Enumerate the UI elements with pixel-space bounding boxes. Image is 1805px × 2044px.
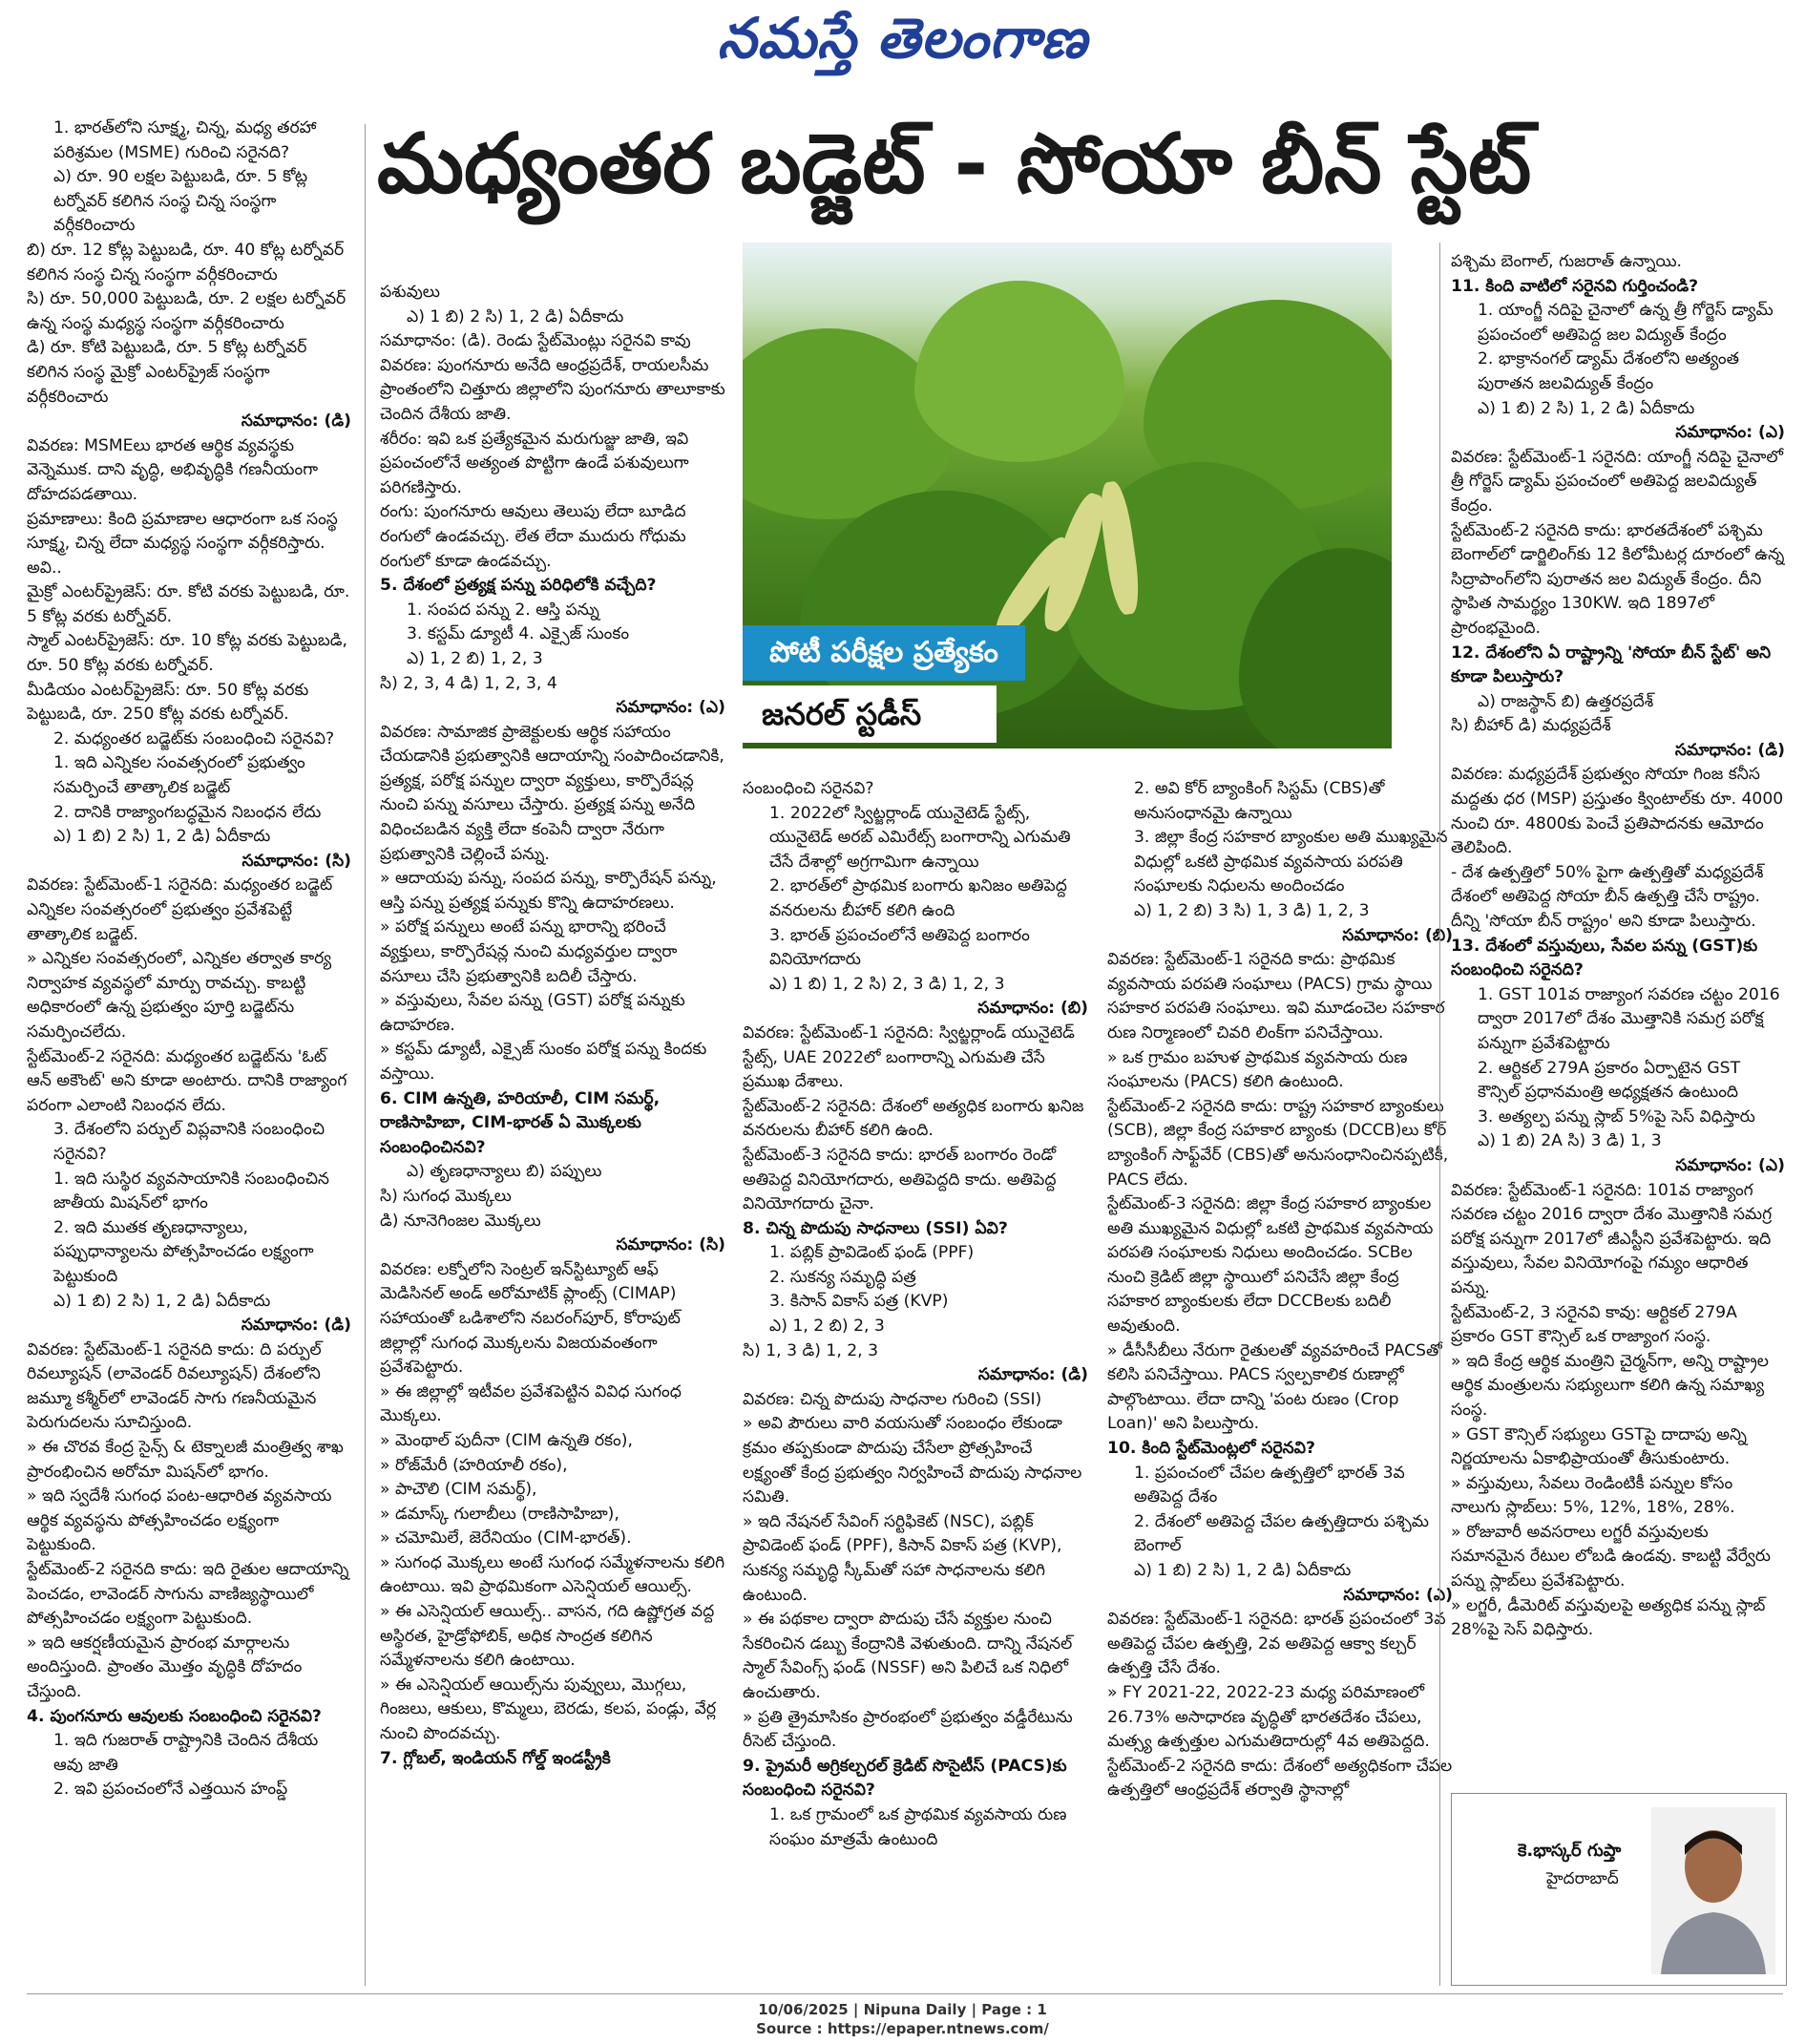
paragraph: 1. ఇది గుజరాత్ రాష్ట్రానికి చెందిన దేశీయ ఆవు జాతి (53, 1731, 319, 1775)
paragraph: » ఆదాయపు పన్ను, సంపద పన్ను, కార్పొరేషన్ పన్ను, ఆస్తి పన్ను ప్రత్యక్ష పన్నుకు కొన్ని ఉదాహరణలు. (380, 869, 717, 913)
column-divider (1439, 242, 1440, 1986)
paragraph: 2. అవి కోర్ బ్యాంకింగ్ సిస్టమ్ (CBS)‌తో అనుసంధానమై ఉన్నాయి (1134, 779, 1385, 823)
paragraph: » పాచౌలి (CIM సమర్థ్), (380, 1480, 537, 1500)
paragraph: సమాధానం: (డి) (241, 1316, 351, 1336)
paragraph: డి) రూ. కోటి పెట్టుబడి, రూ. 5 కోట్ల టర్నోవర్ కలిగిన సంస్థ మైక్రో ఎంటర్‌ప్రైజ్ సంస్థగా వర్గీకరించారు (27, 338, 307, 407)
paragraph: వివరణ: స్టేట్‌మెంట్-1 సరైనది కాదు: ది పర్పుల్ రివల్యూషన్ (లావెండర్ రివల్యూషన్) దేశంలోని జమ్మూ కశ్మీర్‌లో లావెండర్ సాగు గణనీయమైన పెరుగుదలను సూచిస్తుంది. (27, 1339, 322, 1433)
paragraph: ఎ) 1 బి) 2 సి) 1, 2 డి) ఏదీకాదు (1478, 398, 1695, 418)
paragraph: » ప్రతి త్రైమాసికం ప్రారంభంలో ప్రభుత్వం వడ్డీరేటును రీసెట్ చేస్తుంది. (743, 1707, 1073, 1752)
column-1 (27, 116, 351, 1978)
paragraph: ఎ) రూ. 90 లక్షల పెట్టుబడి, రూ. 5 కోట్ల టర్నోవర్ కలిగిన సంస్థ చిన్న సంస్థగా వర్గీకరించారు (53, 167, 308, 236)
paragraph: పశువులు (380, 283, 440, 302)
paragraph: సమాధానం: (సి) (241, 851, 351, 871)
paragraph: ప్రమాణాలు: కింది ప్రమాణాల ఆధారంగా ఒక సంస్థ సూక్ష్మ, చిన్న లేదా మధ్యస్థ సంస్థగా వర్గీకరిస్తారు. అవి.. (27, 509, 338, 578)
paragraph: 3. భారత్ ప్రపంచంలోనే అతిపెద్ద బంగారం వినియోగదారు (769, 925, 1030, 970)
paragraph: » వస్తువులు, సేవల పన్ను (GST) పరోక్ష పన్నుకు ఉదాహరణ. (380, 991, 685, 1035)
paragraph: ఎ) 1 బి) 2 సి) 1, 2 డి) ఏదీకాదు (53, 827, 271, 847)
paragraph: » ఇది స్వదేశీ సుగంధ పంట-ఆధారిత వ్యవసాయ ఆర్థిక వ్యవస్థను పోత్సహించడం లక్ష్యంగా పెట్టుకుంది. (27, 1486, 332, 1555)
paragraph: » ఇది కేంద్ర ఆర్థిక మంత్రిని చైర్మన్‌గా, అన్ని రాష్ట్రాల ఆర్థిక మంత్రులను సభ్యులుగా కలిగి ఉన్న సమాఖ్య సంస్థ. (1451, 1351, 1769, 1420)
paragraph: వివరణ: లక్నోలోని సెంట్రల్ ఇన్‌స్టిట్యూట్ ఆఫ్ మెడిసినల్ అండ్ అరోమాటిక్ ప్లాంట్స్ (CIMAP) సహాయంతో ఒడిశాలోని నబరంగ్‌పూర్, కోరాపుట్ జిల్లాల్లో సుగంధ మొక్కలను విజయవంతంగా ప్రవేశపెట్టారు. (380, 1259, 681, 1378)
paragraph: 1. ఇది సుస్థిర వ్యవసాయానికి సంబంధించిన జాతీయ మిషన్‌లో భాగం (53, 1169, 329, 1213)
footer-rule (27, 1993, 1783, 1994)
paragraph: 1. యాంగ్జీ నదిపై చైనాలో ఉన్న త్రీ గోర్జెస్ డ్యామ్ ప్రపంచంలో అతిపెద్ద జల విద్యుత్ కేంద్రం (1478, 301, 1774, 345)
paragraph: స్మాల్ ఎంటర్‌ప్రైజెస్: రూ. 10 కోట్ల వరకు పెట్టుబడి, రూ. 50 కోట్ల వరకు టర్నోవర్. (27, 631, 347, 676)
paragraph: సమాధానం: (ఎ) (1675, 1155, 1785, 1175)
paragraph: వివరణ: స్టేట్‌మెంట్-1 సరైనది కాదు: ప్రాథమిక వ్యవసాయ పరపతి సంఘాలు (PACS) గ్రామ స్థాయి సహకార పరపతి సంఘాలు. ఇవి మూడంచెల సహకార రుణ నిర్మాణంలో చివరి లింక్‌గా పనిచేస్తాయి. (1107, 950, 1445, 1043)
paragraph: » పరోక్ష పన్నులు అంటే పన్ను భారాన్ని భరించే వ్యక్తులు, కార్పొరేషన్ల నుంచి మధ్యవర్తుల ద్వారా వసూలు చేసి ప్రభుత్వానికి బదిలీ చేస్తారు. (380, 917, 678, 986)
paragraph: డి) నూనెగింజల మొక్కలు (380, 1211, 541, 1231)
paragraph: 3. దేశంలోని పర్పుల్ విప్లవానికి సంబంధించి సరైనవి? (53, 1120, 325, 1164)
paragraph: 2. ఇది ముతక తృణధాన్యాలు, పప్పుధాన్యాలను పోత్సహించడం లక్ష్యంగా పెట్టుకుంది (53, 1217, 314, 1286)
paragraph: » ఇది నేషనల్ సేవింగ్ సర్టిఫికెట్ (NSC), పబ్లిక్ ప్రావిడెంట్ ఫండ్ (PPF), కిసాన్ వికాస్ పత్ర (KVP), సుకన్య సమృద్ధి స్కీమ్‌తో సహా సాధనాలను కలిగి ఉంటుంది. (743, 1511, 1062, 1605)
paragraph: » ఈ ఎసెన్షియల్ ఆయిల్స్‌ను పువ్వులు, మొగ్గలు, గింజలు, ఆకులు, కొమ్మలు, బెరడు, కలప, పండ్లు, వేర్ల నుంచి పొందవచ్చు. (380, 1675, 717, 1744)
paragraph: ఎ) 1 బి) 2A సి) 3 డి) 1, 3 (1478, 1131, 1662, 1151)
paragraph: » మెంథాల్ పుదీనా (CIM ఉన్నతి రకం), (380, 1430, 633, 1450)
footer-source[interactable]: Source : https://epaper.ntnews.com/ (756, 2020, 1049, 2037)
paragraph: ఎ) 1, 2 బి) 3 సి) 1, 3 డి) 1, 2, 3 (1134, 900, 1370, 920)
paragraph: స్టేట్‌మెంట్-2 సరైనది: మధ్యంతర బడ్జెట్‌ను 'ఓట్ ఆన్ అకౌంట్' అని కూడా అంటారు. దానికి రాజ్యాంగ పరంగా ఎలాంటి నిబంధన లేదు. (27, 1046, 347, 1115)
paragraph: 8. చిన్న పొదుపు సాధనాలు (SSI) ఏవి? (743, 1218, 1008, 1238)
paragraph: వివరణ: స్టేట్‌మెంట్-1 సరైనది: స్విట్జర్లాండ్ యునైటెడ్ స్టేట్స్, UAE 2022లో బంగారాన్ని ఎగుమతి చేసే ప్రముఖ దేశాలు. (743, 1022, 1075, 1092)
headline: మధ్యంతర బడ్జెట్ - సోయా బీన్ స్టేట్ (377, 116, 1532, 212)
author-place: హైదరాబాద్ (1546, 1869, 1619, 1888)
paragraph: స్టేట్‌మెంట్-2 సరైనది కాదు: రాష్ట్ర సహకార బ్యాంకులు (SCB), జిల్లా కేంద్ర సహకార బ్యాంకు (DCCB)లు కోర్ బ్యాంకింగ్ సాఫ్ట్‌వేర్ (CBS)తో అనుసంధానించినప్పటికీ, PACS లేదు. (1107, 1096, 1449, 1190)
paragraph: వివరణ: చిన్న పొదుపు సాధనాల గురించి (SSI) (743, 1389, 1042, 1409)
paragraph: 1. GST 101వ రాజ్యాంగ సవరణ చట్టం 2016 ద్వారా 2017లో దేశం మొత్తానికి సమగ్ర పరోక్ష పన్నుగా ప్రవేశపెట్టారు (1478, 984, 1780, 1053)
paragraph: వివరణ: సామాజిక ప్రాజెక్టులకు ఆర్థిక సహాయం చేయడానికి ప్రభుత్వానికి ఆదాయాన్ని సంపాదించడానికి, ప్రత్యక్ష, పరోక్ష పన్నుల ద్వారా వ్యక్తులు, కార్పొరేషన్ల నుంచి పన్ను వసూలు చేస్తారు. ప్రత్యక్ష పన్ను అనేది విధించబడిన వ్యక్తి లేదా కంపెనీ ద్వారా నేరుగా ప్రభుత్వానికి చెల్లించే పన్ను. (380, 722, 724, 864)
paragraph: వివరణ: పుంగనూరు అనేది ఆంధ్రప్రదేశ్, రాయలసీమ ప్రాంతంలోని చిత్తూరు జిల్లాలోని పుంగనూరు తాలూకాకు చెందిన దేశీయ జాతి. (380, 355, 725, 424)
exam-special-ribbon: పోటీ పరీక్షల ప్రత్యేకం (743, 625, 1025, 681)
paragraph: 2. సుకన్య సమృద్ధి పత్ర (769, 1267, 916, 1287)
paragraph: సమాధానం: (బి) (1342, 925, 1453, 945)
footer-date: 10/06/2025 | Nipuna Daily | Page : 1 (758, 2001, 1047, 2018)
paragraph: ఎ) 1 బి) 2 సి) 1, 2 డి) ఏదీకాదు (1134, 1561, 1352, 1580)
paragraph: » ఎన్నికల సంవత్సరంలో, ఎన్నికల తర్వాత కార్య నిర్వాహక వ్యవస్థలో మార్పు రావచ్చు. కాబట్టి అధికారంలో ఉన్న ప్రభుత్వం పూర్తి బడ్జెట్‌ను సమర్పించలేదు. (27, 949, 332, 1042)
paragraph: సమాధానం: (డి) (1674, 740, 1785, 760)
paragraph: 3. కిసాన్ వికాస్ పత్ర (KVP) (769, 1292, 949, 1312)
paragraph: శరీరం: ఇవి ఒక ప్రత్యేకమైన మరుగుజ్జు జాతి, ఇవి ప్రపంచంలోనే అత్యంత పొట్టిగా ఉండే పశువులుగా పరిగణిస్తారు. (380, 429, 689, 497)
author-name: కె.భాస్కర్ గుప్తా (1518, 1841, 1622, 1861)
paragraph: వివరణ: స్టేట్‌మెంట్-1 సరైనది: భారత్ ప్రపంచంలో 3వ అతిపెద్ద చేపల ఉత్పత్తి, 2వ అతిపెద్ద ఆక్వా కల్చర్ ఉత్పత్తి చేసే దేశం. (1107, 1610, 1446, 1678)
paragraph: 1. ఇది ఎన్నికల సంవత్సరంలో ప్రభుత్వం సమర్పించే తాత్కాలిక బడ్జెట్ (53, 753, 305, 798)
paragraph: ఎ) తృణధాన్యాలు బి) పప్పులు (407, 1162, 602, 1182)
paragraph: స్టేట్‌మెంట్-3 సరైనది కాదు: భారత్ బంగారం రెండో అతిపెద్ద వినియోగదారు, అతిపెద్దది కాదు. అతిపెద్ద వినియోగదారు చైనా. (743, 1145, 1057, 1214)
paragraph: 13. దేశంలో వస్తువులు, సేవల పన్ను (GST)కు సంబంధించి సరైనది? (1451, 936, 1758, 980)
paragraph: 2. దానికి రాజ్యాంగబద్ధమైన నిబంధన లేదు (53, 802, 322, 822)
paragraph: » ఈ జిల్లాల్లో ఇటీవల ప్రవేశపెట్టిన వివిధ సుగంధ మొక్కలు. (380, 1381, 682, 1426)
paragraph: సి) 1, 3 డి) 1, 2, 3 (743, 1340, 879, 1360)
paragraph: స్టేట్‌మెంట్-2, 3 సరైనవి కావు: ఆర్టికల్ 279A ప్రకారం GST కౌన్సిల్ ఒక రాజ్యాంగ సంస్థ. (1451, 1302, 1737, 1347)
paragraph: సమాధానం: (ఎ) (1675, 423, 1785, 443)
paragraph: » GST కౌన్సిల్ సభ్యులు GSTపై దాదాపు అన్ని నిర్ణయాలను ఏకాభిప్రాయంతో తీసుకుంటారు. (1451, 1424, 1747, 1469)
paragraph: » డమాస్క్ గులాబీలు (రాణిసాహిబా), (380, 1504, 619, 1524)
paragraph: స్టేట్‌మెంట్-2 సరైనది కాదు: భారతదేశంలో పశ్చిమ బెంగాల్‌లో డార్జిలింగ్‌కు 12 కిలోమీటర్ల దూరంలో ఉన్న సిద్రాపాంగ్‌లోని పురాతన జల విద్యుత్ కేంద్రం. దీని స్థాపిత సామర్థ్యం 130KW. ఇది 1897లో ప్రారంభమైంది. (1451, 520, 1785, 638)
author-photo (1651, 1807, 1775, 1974)
paragraph: 2. ఆర్టికల్ 279A ప్రకారం ఏర్పాటైన GST కౌన్సిల్ ప్రధానమంత్రి అధ్యక్షతన ఉంటుంది (1478, 1058, 1741, 1103)
paragraph: 1. భారత్‌లోని సూక్ష్మ, చిన్న, మధ్య తరహా పరిశ్రమల (MSME) గురించి సరైనది? (53, 118, 317, 162)
paragraph: 10. కింది స్టేట్‌మెంట్లలో సరైనవి? (1107, 1439, 1315, 1459)
column-3 (743, 777, 1088, 1980)
paragraph: స్టేట్‌మెంట్-3 సరైనది: జిల్లా కేంద్ర సహకార బ్యాంకుల అతి ముఖ్యమైన విధుల్లో ఒకటి ప్రాథమిక వ్యవసాయ పరపతి సంఘాలకు నిధులు అందించడం. SCBల నుంచి క్రెడిట్ జిల్లా స్థాయిలో పనిచేసే జిల్లా కేంద్ర సహకార బ్యాంకులకు లేదా DCCBలకు బదిలీ అవుతుంది. (1107, 1194, 1434, 1337)
paragraph: 4. పుంగనూరు ఆవులకు సంబంధించి సరైనవి? (27, 1706, 322, 1726)
paragraph: ఎ) 1 బి) 1, 2 సి) 2, 3 డి) 1, 2, 3 (769, 974, 1005, 994)
paragraph: స్టేట్‌మెంట్-2 సరైనది కాదు: ఇది రైతుల ఆదాయాన్ని పెంచడం, లావెండర్ సాగును వాణిజ్యస్థాయిలో పోత్సహించడం లక్ష్యంగా పెట్టుకుంది. (27, 1560, 349, 1629)
paragraph: సమాధానం: (సి) (616, 1235, 725, 1255)
paragraph: పశ్చిమ బెంగాల్, గుజరాత్ ఉన్నాయి. (1451, 252, 1683, 271)
paragraph: సి) రూ. 50,000 పెట్టుబడి, రూ. 2 లక్షల టర్నోవర్ ఉన్న సంస్థ మధ్యస్థ సంస్థగా వర్గీకరించారు (27, 289, 346, 333)
paragraph: స్టేట్‌మెంట్-2 సరైనది: దేశంలో అత్యధిక బంగారు ఖనిజ వనరులను బీహార్ కలిగి ఉంది. (743, 1096, 1084, 1141)
paragraph: 6. CIM ఉన్నతి, హరియాలీ, CIM సమర్థ్, రాణిసాహిబా, CIM-భారత్ ఏ మొక్కలకు సంబంధించినవి? (380, 1088, 661, 1157)
paragraph: » అవి పౌరులు వారి వయసుతో సంబంధం లేకుండా క్రమం తప్పకుండా పొదుపు చేసేలా ప్రోత్సహించే లక్ష్యంతో కేంద్ర ప్రభుత్వం నిర్వహించే పొదుపు సాధనాల సమితి. (743, 1414, 1082, 1507)
paragraph: » ఇది ఆకర్షణీయమైన ప్రారంభ మార్గాలను అందిస్తుంది. ప్రాంతం మొత్తం వృద్ధికి దోహదం చేస్తుంది. (27, 1633, 303, 1701)
paragraph: 11. కింది వాటిలో సరైనవి గుర్తించండి? (1451, 276, 1699, 296)
paragraph: 9. ప్రైమరీ అగ్రికల్చరల్ క్రెడిట్ సొసైటీస్ (PACS)కు సంబంధించి సరైనవి? (743, 1756, 1067, 1801)
paragraph: » వస్తువులు, సేవలు రెండింటికీ పన్నుల కోసం నాలుగు స్లాబ్‌లు: 5%, 12%, 18%, 28%. (1451, 1473, 1735, 1518)
paragraph: స్టేట్‌మెంట్-2 సరైనది కాదు: దేశంలో అత్యధికంగా చేపల ఉత్పత్తిలో ఆంధ్రప్రదేశ్ తర్వాతి స్థానాల్లో (1107, 1756, 1453, 1801)
paragraph: » కస్టమ్ డ్యూటీ, ఎక్సైజ్ సుంకం పరోక్ష పన్ను కిందకు వస్తాయి. (380, 1040, 707, 1084)
masthead-logo: నమస్తే తెలంగాణ (717, 6, 1088, 71)
paragraph: వివరణ: స్టేట్‌మెంట్-1 సరైనది: యాంగ్జీ నదిపై చైనాలో త్రీ గోర్జెస్ డ్యామ్ ప్రపంచంలో అతిపెద్ద జలవిద్యుత్ కేంద్రం. (1451, 447, 1784, 516)
paragraph: » డీసీసీబీలు నేరుగా రైతులతో వ్యవహరించే PACSతో కలిసి పనిచేస్తాయి. PACS స్వల్పకాలిక రుణాల్లో పాల్గొంటాయి. లేదా దాన్ని 'పంట రుణం (Crop Loan)' అని పిలుస్తారు. (1107, 1340, 1442, 1434)
paragraph: సంబంధించి సరైనవి? (743, 779, 874, 798)
paragraph: » సుగంధ మొక్కలు అంటే సుగంధ సమ్మేళనాలను కలిగి ఉంటాయి. ఇవి ప్రాథమికంగా ఎసెన్షియల్ ఆయిల్స్. (380, 1552, 725, 1597)
paragraph: ఎ) 1 బి) 2 సి) 1, 2 డి) ఏదీకాదు (53, 1291, 271, 1311)
column-4 (1107, 777, 1453, 1980)
paragraph: 2. దేశంలో అతిపెద్ద చేపల ఉత్పత్తిదారు పశ్చిమ బెంగాల్ (1134, 1511, 1429, 1556)
paragraph: ఎ) 1, 2 బి) 1, 2, 3 (407, 648, 543, 668)
paragraph: 1. ఒక గ్రామంలో ఒక ప్రాథమిక వ్యవసాయ రుణ సంఘం మాత్రమే ఉంటుంది (769, 1804, 1067, 1849)
paragraph: సమాధానం: (డి). రెండు స్టేట్‌మెంట్లు సరైనవి కావు (380, 331, 691, 351)
section-label: జనరల్ స్టడీస్ (743, 685, 997, 743)
paragraph: 1. ప్రపంచంలో చేపల ఉత్పత్తిలో భారత్ 3వ అతిపెద్ద దేశం (1134, 1463, 1405, 1507)
paragraph: » చమోమిలే, జెరేనియం (CIM-భారత్). (380, 1528, 632, 1549)
paragraph: 7. గ్లోబల్, ఇండియన్ గోల్డ్ ఇండస్ట్రీకి (380, 1748, 611, 1768)
paragraph: 1. పబ్లిక్ ప్రావిడెంట్ ఫండ్ (PPF) (769, 1243, 975, 1263)
paragraph: సి) బీహార్ డి) మధ్యప్రదేశ్ (1451, 716, 1611, 736)
paragraph: » FY 2021-22, 2022-23 మధ్య పరిమాణంలో 26.73% అసాధారణ వృద్ధితో భారతదేశం చేపలు, మత్స్య ఉత్పత్తుల ఎగుమతిదారుల్లో 4వ అతిపెద్దది. (1107, 1682, 1430, 1752)
paragraph: సమాధానం: (ఎ) (1343, 1585, 1453, 1605)
paragraph: » ఈ ఎసెన్షియల్ ఆయిల్స్.. వాసన, గది ఉష్ణోగ్రత వద్ద అస్థిరత, హైడ్రోఫోబిక్, అధిక సాంద్రత కలిగిన సమ్మేళనాలను కలిగి ఉంటాయి. (380, 1602, 715, 1671)
paragraph: 3. జిల్లా కేంద్ర సహకార బ్యాంకుల అతి ముఖ్యమైన విధుల్లో ఒకటి ప్రాథమిక వ్యవసాయ పరపతి సంఘాలకు నిధులను అందించడం (1134, 828, 1448, 896)
paragraph: » రోజువారీ అవసరాలు లగ్జరీ వస్తువులకు సమానమైన రేటుల లోబడి ఉండవు. కాబట్టి వేర్వేరు పన్ను స్లాబ్‌లు ప్రవేశపెట్టారు. (1451, 1522, 1772, 1591)
paragraph: » రోజ్‌మేరీ (హరియాలీ రకం), (380, 1455, 568, 1475)
paragraph: 2. భాక్రానంగల్ డ్యామ్ దేశంలోని అత్యంత పురాతన జలవిద్యుత్ కేంద్రం (1478, 349, 1739, 393)
paragraph: వివరణ: మధ్యప్రదేశ్ ప్రభుత్వం సోయా గింజ కనీస మద్దతు ధర (MSP) ప్రస్తుతం క్వింటాల్‌కు రూ. 4000 నుంచి రూ. 4800కు పెంచే ప్రతిపాదనకు ఆమోదం తెలిపింది. (1451, 765, 1784, 858)
paragraph: 1. సంపద పన్ను 2. ఆస్తి పన్ను (407, 600, 599, 620)
column-divider (365, 124, 366, 1986)
paragraph: » ఒక గ్రామం బహుళ ప్రాథమిక వ్యవసాయ రుణ సంఘాలను (PACS) కలిగి ఉంటుంది. (1107, 1047, 1408, 1092)
paragraph: 5. దేశంలో ప్రత్యక్ష పన్ను పరిధిలోకి వచ్చేది? (380, 576, 657, 596)
paragraph: ఎ) 1 బి) 2 సి) 1, 2 డి) ఏదీకాదు (407, 306, 624, 327)
paragraph: సమాధానం: (బి) (977, 999, 1088, 1019)
paragraph: మైక్రో ఎంటర్‌ప్రైజెస్: రూ. కోటి వరకు పెట్టుబడి, రూ. 5 కోట్ల వరకు టర్నోవర్. (27, 582, 350, 626)
paragraph: సమాధానం: (డి) (977, 1365, 1088, 1385)
paragraph: 2. భారత్‌లో ప్రాథమిక బంగారు ఖనిజం అతిపెద్ద వనరులను బీహార్ కలిగి ఉంది (769, 876, 1067, 920)
paragraph: సమాధానం: (ఎ) (616, 698, 725, 718)
paragraph: 3. కస్టమ్ డ్యూటీ 4. ఎక్సైజ్ సుంకం (407, 624, 630, 644)
paragraph: » ఈ పథకాల ద్వారా పొదుపు చేసే వ్యక్తుల నుంచి సేకరించిన డబ్బు కేంద్రానికి వెళుతుంది. దాన్ని నేషనల్ స్మాల్ సేవింగ్స్ ఫండ్ (NSSF) అని పిలిచే ఒక నిధిలో ఉంచుతారు. (743, 1610, 1073, 1702)
paragraph: 12. దేశంలోని ఏ రాష్ట్రాన్ని 'సోయా బీన్ స్టేట్' అని కూడా పిలుస్తారు? (1451, 643, 1772, 687)
paragraph: వివరణ: స్టేట్‌మెంట్-1 సరైనది: మధ్యంతర బడ్జెట్ ఎన్నికల సంవత్సరంలో ప్రభుత్వం ప్రవేశపెట్టే తాత్కాలిక బడ్జెట్. (27, 875, 333, 944)
paragraph: రంగు: పుంగనూరు ఆవులు తెలుపు లేదా బూడిద రంగులో ఉండవచ్చు. లేత లేదా ముదురు గోధుమ రంగులో కూడా ఉండవచ్చు. (380, 502, 686, 571)
paragraph: » లగ్జరీ, డీమెరిట్ వస్తువులపై అత్యధిక పన్ను స్లాబ్ 28%పై సెస్ విధిస్తారు. (1451, 1595, 1766, 1640)
paragraph: 3. అత్యల్ప పన్ను స్లాబ్ 5%పై సెస్ విధిస్తారు (1478, 1106, 1755, 1127)
paragraph: 2. మధ్యంతర బడ్జెట్‌కు సంబంధించి సరైనవి? (53, 728, 335, 748)
paragraph: » ఈ చొరవ కేంద్ర సైన్స్ & టెక్నాలజీ మంత్రిత్వ శాఖ ప్రారంభించిన అరోమా మిషన్‌లో భాగం. (27, 1438, 344, 1482)
paragraph: సమాధానం: (డి) (241, 411, 351, 432)
paragraph: - దేశ ఉత్పత్తిలో 50% పైగా ఉత్పత్తితో మధ్యప్రదేశ్ దేశంలో అతిపెద్ద సోయా బీన్ ఉత్పత్తి చేసే రాష్ట్రం. దీన్ని 'సోయా బీన్ రాష్ట్రం' అని కూడా పిలుస్తారు. (1451, 862, 1764, 932)
paragraph: 1. 2022లో స్విట్జర్లాండ్ యునైటెడ్ స్టేట్స్, యునైటెడ్ అరబ్ ఎమిరేట్స్ బంగారాన్ని ఎగుమతి చేసే దేశాల్లో అగ్రగామిగా ఉన్నాయి (769, 803, 1071, 872)
paragraph: 2. ఇవి ప్రపంచంలోనే ఎత్తయిన హంప్డ్ (53, 1780, 288, 1800)
paragraph: వివరణ: MSMEలు భారత ఆర్థిక వ్యవస్థకు వెన్నెముక. దాని వృద్ధి, అభివృద్ధికి గణనీయంగా దోహదపడతాయి. (27, 435, 319, 504)
paragraph: సి) 2, 3, 4 డి) 1, 2, 3, 4 (380, 673, 557, 693)
paragraph: వివరణ: స్టేట్‌మెంట్-1 సరైనది: 101వ రాజ్యాంగ సవరణ చట్టం 2016 ద్వారా దేశం మొత్తానికి సమగ్ర పరోక్ష పన్నుగా 2017లో జీఎస్టీని ప్రవేశపెట్టారు. ఇది వస్తువులు, సేవల వినియోగంపై గమ్యం ఆధారిత పన్ను. (1451, 1180, 1773, 1297)
paragraph: మీడియం ఎంటర్‌ప్రైజెస్: రూ. 50 కోట్ల వరకు పెట్టుబడి, రూ. 250 కోట్ల వరకు టర్నోవర్. (27, 680, 309, 725)
paragraph: ఎ) 1, 2 బి) 2, 3 (769, 1317, 885, 1337)
paragraph: సి) సుగంధ మొక్కలు (380, 1186, 512, 1206)
column-5 (1451, 250, 1785, 1778)
column-2 (380, 281, 725, 1980)
paragraph: బి) రూ. 12 కోట్ల పెట్టుబడి, రూ. 40 కోట్ల టర్నోవర్ కలిగిన సంస్థ చిన్న సంస్థగా వర్గీకరించారు (27, 240, 345, 284)
paragraph: ఎ) రాజస్థాన్ బి) ఉత్తరప్రదేశ్ (1478, 691, 1654, 711)
